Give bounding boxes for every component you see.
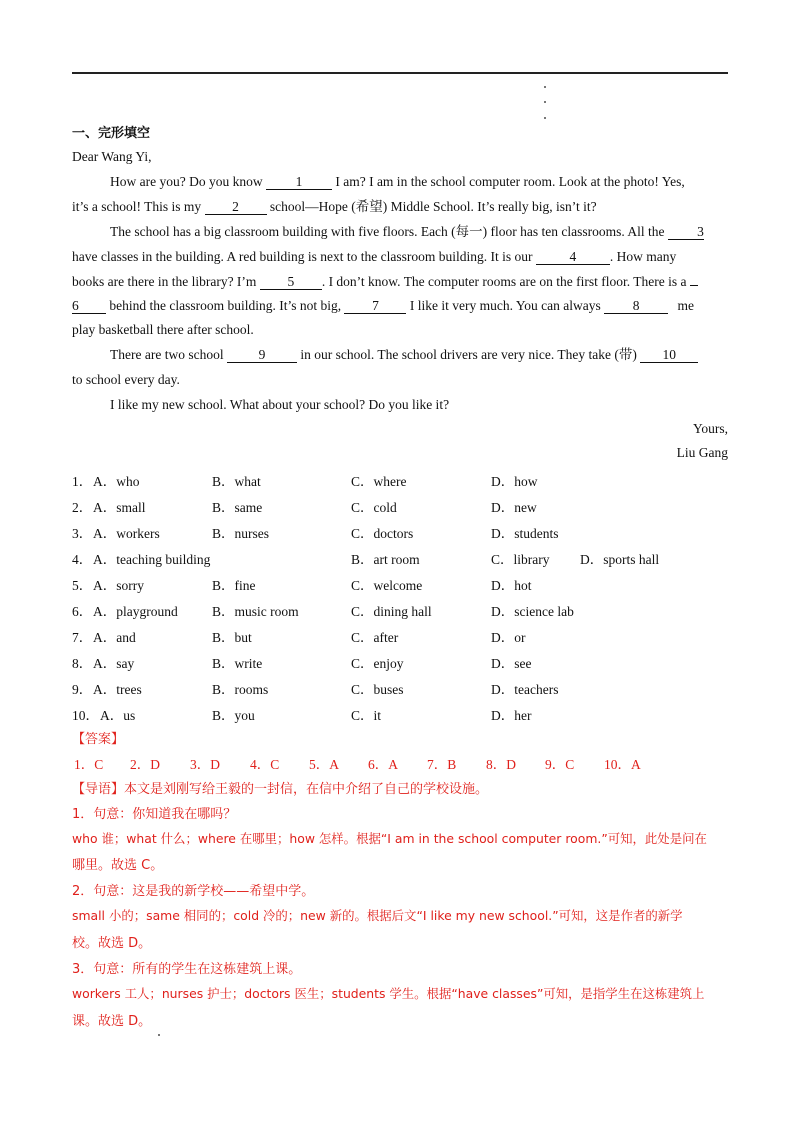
option-a: A．trees <box>93 682 142 697</box>
blank-1: 1 <box>266 174 332 190</box>
blank-4: 4 <box>536 249 610 265</box>
option-d: D．sports hall <box>580 552 660 567</box>
option-d: D．or <box>491 630 526 645</box>
option-b: B．art room <box>351 552 420 567</box>
explanation-title: 3．句意：所有的学生在这栋建筑上课。 <box>72 962 302 977</box>
option-d: D．her <box>491 708 532 723</box>
option-b: B．rooms <box>212 682 269 697</box>
letter-line: I like my new school. What about your school? Do you like it? <box>110 397 450 412</box>
letter-line: There are two school 9 in our school. The school drivers are very nice. They take (带) 10 <box>110 347 698 363</box>
option-c: C．dining hall <box>351 604 432 619</box>
letter-line: books are there in the library? I’m 5 . I don’t know. The computer rooms are on the first floor. There is a <box>72 274 698 290</box>
option-c: C．doctors <box>351 526 414 541</box>
answer-label: 【答案】 <box>72 732 125 747</box>
blank-7: 7 <box>344 298 406 314</box>
option-c: C．where <box>351 474 407 489</box>
option-c: C．library <box>491 552 550 567</box>
explanation-title: 2．句意：这是我的新学校——希望中学。 <box>72 884 315 899</box>
explanation-text: 课。故选 D。 <box>72 1014 152 1029</box>
option-c: C．enjoy <box>351 656 404 671</box>
option-a: A．small <box>93 500 146 515</box>
option-a: A．teaching building <box>93 552 211 567</box>
answer-item: 3．D <box>190 757 220 772</box>
document-page: 一、完形填空 Dear Wang Yi, How are you? Do you know 1 I am? I am in the school computer room. Look at the photo! Yes, it’s a school! This is my 2 school—Hope (希望) Middle School. It’s really big, isn’t it? The school has a big classroom building with five floors. Each (每一) floor has ten classrooms. All the 3 have classes in the building. A red building is next to the classroom building. It is our 4 . How many books are there in the library? I’m 5 . I don’t know. The computer rooms are on the first floor. There is a 6 behind the classroom building. It’s not big, 7 I like it very much. You can always 8 me play basketball there after school. There are two school 9 in our school. The school drivers are very nice. They take (带) 10 to school every day. I like my new school. What about your school? Do you like it? Yours, Liu Gang 1． A．who B．what C．where D．how 2． A．small B．same C．cold D．new 3． A．workers B．nurses C．doctors D．students 4． A．teaching building B．art room C．library D．sports hall 5． A．sorry B．fine C．welcome D．hot 6． A．playground B．music room C．dining hall D．science lab 7． A．and B．but C．after D．or 8． A．say B．write C．enjoy D．see 9． A．trees B．rooms C．buses D．teachers 10． A．us B．you C．it D．her 【答案】 1．C 2．D 3．D 4．C 5．A 6．A 7．B 8．D 9．C 10．A 【导语】本文是刘刚写给王毅的一封信，在信中介绍了自己的学校设施。 1．句意：你知道我在哪吗？ who 谁；what 什么；where 在哪里；how 怎样。根据“I am in the school computer room.”可知，此处是问在 哪里。故选 C。 2．句意：这是我的新学校——希望中学。 small 小的；same 相同的；cold 冷的；new 新的。根据后文“I like my new school.”可知，这是作者的新学 校。故选 D。 3．句意：所有的学生在这栋建筑上课。 workers 工人；nurses 护士；doctors 医生；students 学生。根据“have classes”可知，是指学生在这栋建筑上 课。故选 D。 <box>0 0 800 1132</box>
blank-9: 9 <box>227 347 297 363</box>
option-c: C．buses <box>351 682 404 697</box>
blank-10: 10 <box>640 347 698 363</box>
answer-item: 9．C <box>545 757 575 772</box>
margin-dot <box>544 117 546 119</box>
answer-item: 1．C <box>74 757 104 772</box>
option-d: D．hot <box>491 578 532 593</box>
blank-5: 5 <box>260 274 322 290</box>
option-a: A．and <box>93 630 136 645</box>
explanation-text: who 谁；what 什么；where 在哪里；how 怎样。根据“I am in the school computer room.”可知，此处是问在 <box>72 831 707 846</box>
option-b: B．you <box>212 708 255 723</box>
explanation-text: workers 工人；nurses 护士；doctors 医生；students 学生。根据“have classes”可知，是指学生在这栋建筑上 <box>72 986 705 1001</box>
margin-dot <box>158 1034 160 1036</box>
explanation-text: small 小的；same 相同的；cold 冷的；new 新的。根据后文“I like my new school.”可知，这是作者的新学 <box>72 908 683 923</box>
option-d: D．see <box>491 656 532 671</box>
letter-line: The school has a big classroom building with five floors. Each (每一) floor has ten classrooms. All the 3 <box>110 224 704 239</box>
explanation-text: 校。故选 D。 <box>72 936 152 951</box>
option-a: A．say <box>93 656 135 671</box>
header-rule <box>72 72 728 74</box>
explanation-title: 1．句意：你知道我在哪吗？ <box>72 807 237 822</box>
letter-line: to school every day. <box>72 372 180 387</box>
letter-closing: Yours, <box>692 421 728 436</box>
answer-item: 8．D <box>486 757 516 772</box>
option-d: D．how <box>491 474 538 489</box>
option-d: D．science lab <box>491 604 574 619</box>
option-b: B．but <box>212 630 252 645</box>
option-c: C．cold <box>351 500 397 515</box>
option-d: D．teachers <box>491 682 559 697</box>
option-c: C．welcome <box>351 578 423 593</box>
answer-item: 6．A <box>368 757 398 772</box>
option-b: B．what <box>212 474 261 489</box>
margin-dot <box>544 86 546 88</box>
answer-item: 4．C <box>250 757 280 772</box>
answer-item: 7．B <box>427 757 457 772</box>
option-b: B．music room <box>212 604 299 619</box>
option-c: C．after <box>351 630 399 645</box>
margin-dot <box>544 101 546 103</box>
answer-item: 2．D <box>130 757 160 772</box>
letter-line: it’s a school! This is my 2 school—Hope (希望) Middle School. It’s really big, isn’t it? <box>72 199 597 214</box>
option-b: B．write <box>212 656 263 671</box>
blank-3: 3 <box>668 224 704 240</box>
blank-2: 2 <box>205 199 267 215</box>
explanation-intro: 【导语】本文是刘刚写给王毅的一封信，在信中介绍了自己的学校设施。 <box>72 782 489 797</box>
option-a: A．us <box>100 708 136 723</box>
option-a: A．who <box>93 474 140 489</box>
blank-8: 8 <box>604 298 668 314</box>
option-a: A．playground <box>93 604 178 619</box>
option-d: D．new <box>491 500 537 515</box>
letter-greeting: Dear Wang Yi, <box>72 149 152 164</box>
option-a: A．sorry <box>93 578 144 593</box>
section-title: 一、完形填空 <box>72 126 151 141</box>
option-b: B．fine <box>212 578 256 593</box>
letter-line: play basketball there after school. <box>72 322 254 337</box>
explanation-text: 哪里。故选 C。 <box>72 858 164 873</box>
letter-line: How are you? Do you know 1 I am? I am in the school computer room. Look at the photo! Yes, <box>110 174 685 189</box>
option-b: B．nurses <box>212 526 269 541</box>
letter-signature: Liu Gang <box>676 445 728 460</box>
blank-6: 6 <box>72 298 106 314</box>
option-d: D．students <box>491 526 559 541</box>
letter-line: have classes in the building. A red building is next to the classroom building. It is our 4 . How many <box>72 249 677 264</box>
letter-line: 6 behind the classroom building. It’s not big, 7 I like it very much. You can always 8 me <box>72 298 694 313</box>
answer-item: 10．A <box>604 757 641 772</box>
answer-item: 5．A <box>309 757 339 772</box>
option-b: B．same <box>212 500 263 515</box>
option-a: A．workers <box>93 526 160 541</box>
option-c: C．it <box>351 708 382 723</box>
